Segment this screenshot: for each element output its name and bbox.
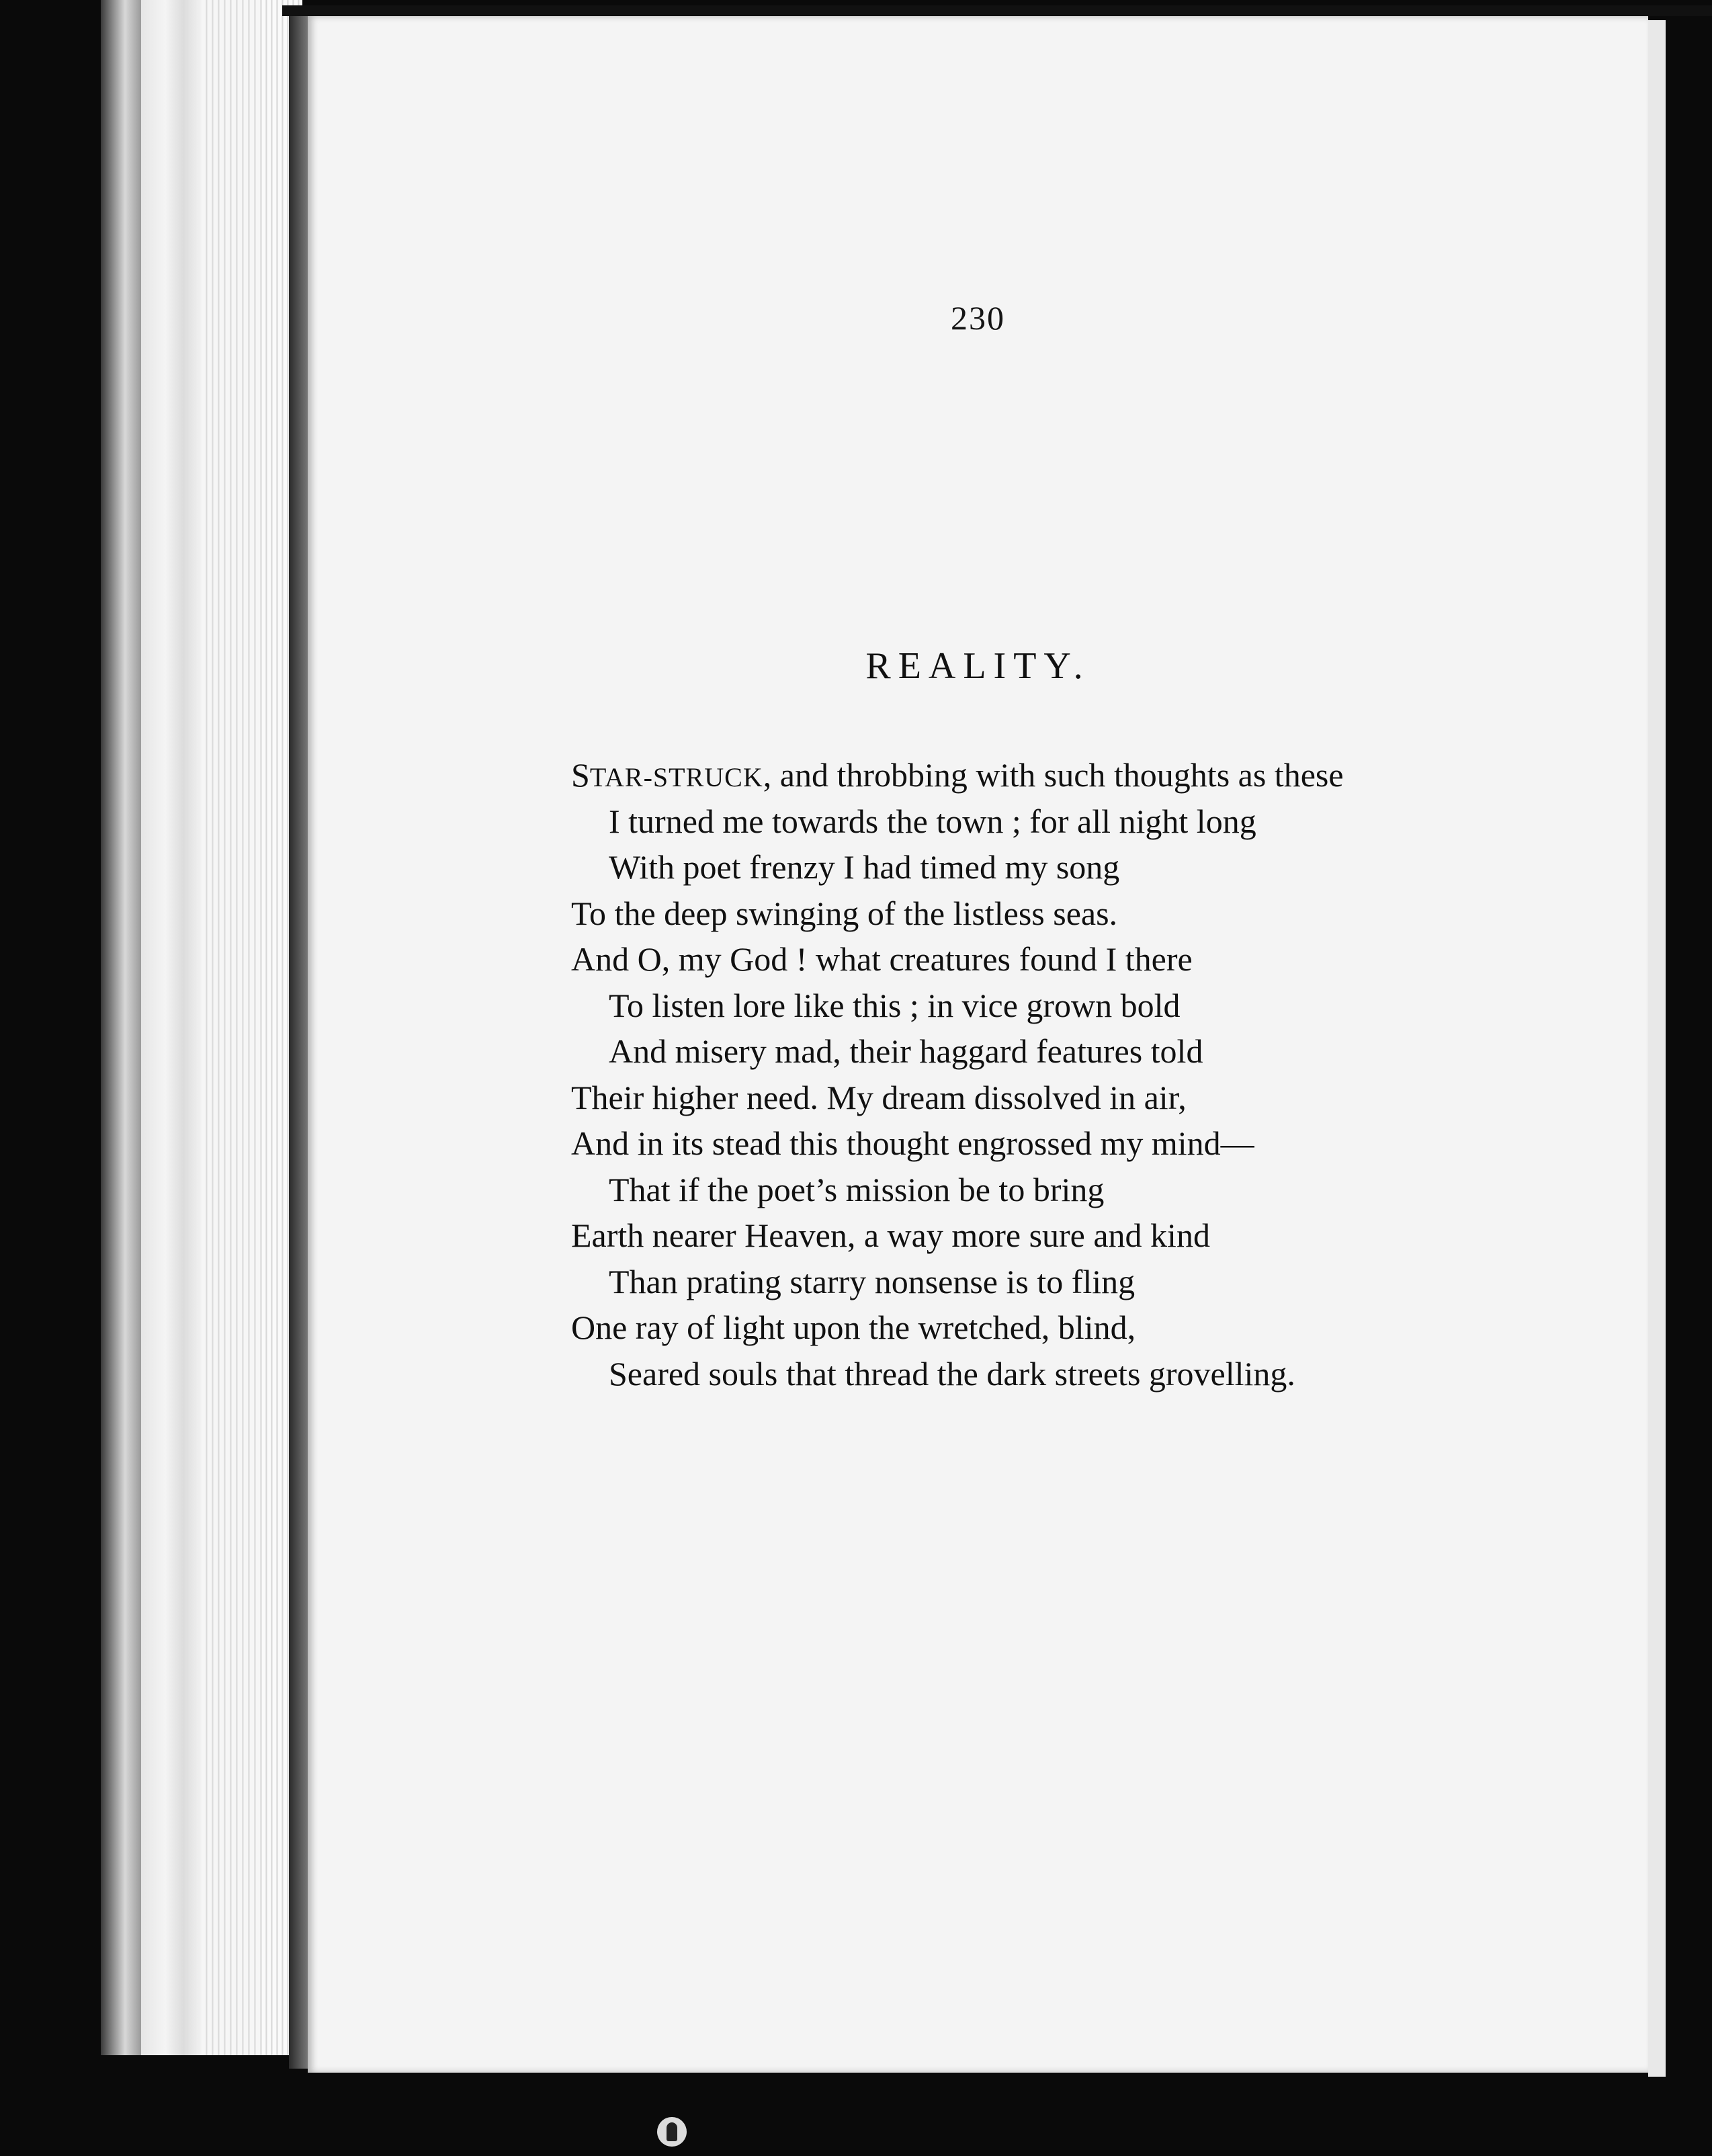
poem-line: Seared souls that thread the dark streets grovelling. [609, 1354, 1295, 1393]
top-border [282, 5, 1712, 16]
book-page [308, 16, 1648, 2073]
page-stack-edge [141, 0, 202, 2055]
poem-line: To listen lore like this ; in vice grown bold [609, 986, 1181, 1024]
poem-line: And in its stead this thought engrossed my mind— [571, 1124, 1254, 1162]
small-caps-word: TAR-STRUCK [589, 762, 763, 792]
poem-line: With poet frenzy I had timed my song [609, 848, 1120, 886]
poem-line: And misery mad, their haggard features told [609, 1032, 1203, 1070]
poem-body [571, 752, 1619, 1397]
facing-page-edge [1648, 20, 1666, 2077]
line-text: , and throbbing with such thoughts as these [763, 756, 1344, 794]
page-number: 230 [951, 299, 1005, 337]
poem-line: Than prating starry nonsense is to fling [609, 1262, 1136, 1300]
poem-line: One ray of light upon the wretched, blind, [571, 1309, 1136, 1346]
binding-shadow [289, 7, 308, 2069]
poem-line: To the deep swinging of the listless seas. [571, 894, 1118, 932]
poem-line: Earth nearer Heaven, a way more sure and kind [571, 1216, 1210, 1254]
scanner-emblem-icon [657, 2117, 687, 2147]
initial-letter: S [571, 756, 590, 794]
poem-line: And O, my God ! what creatures found I there [571, 940, 1193, 978]
page-stack-edge [202, 0, 262, 2055]
poem-title: REALITY. [865, 645, 1090, 687]
poem-line: That if the poet’s mission be to bring [609, 1170, 1105, 1208]
page-stack-edge [101, 0, 141, 2055]
poem-line: Their higher need. My dream dissolved in air, [571, 1078, 1187, 1116]
poem-line: I turned me towards the town ; for all night long [609, 802, 1256, 840]
poem-line-1 [571, 752, 1619, 798]
